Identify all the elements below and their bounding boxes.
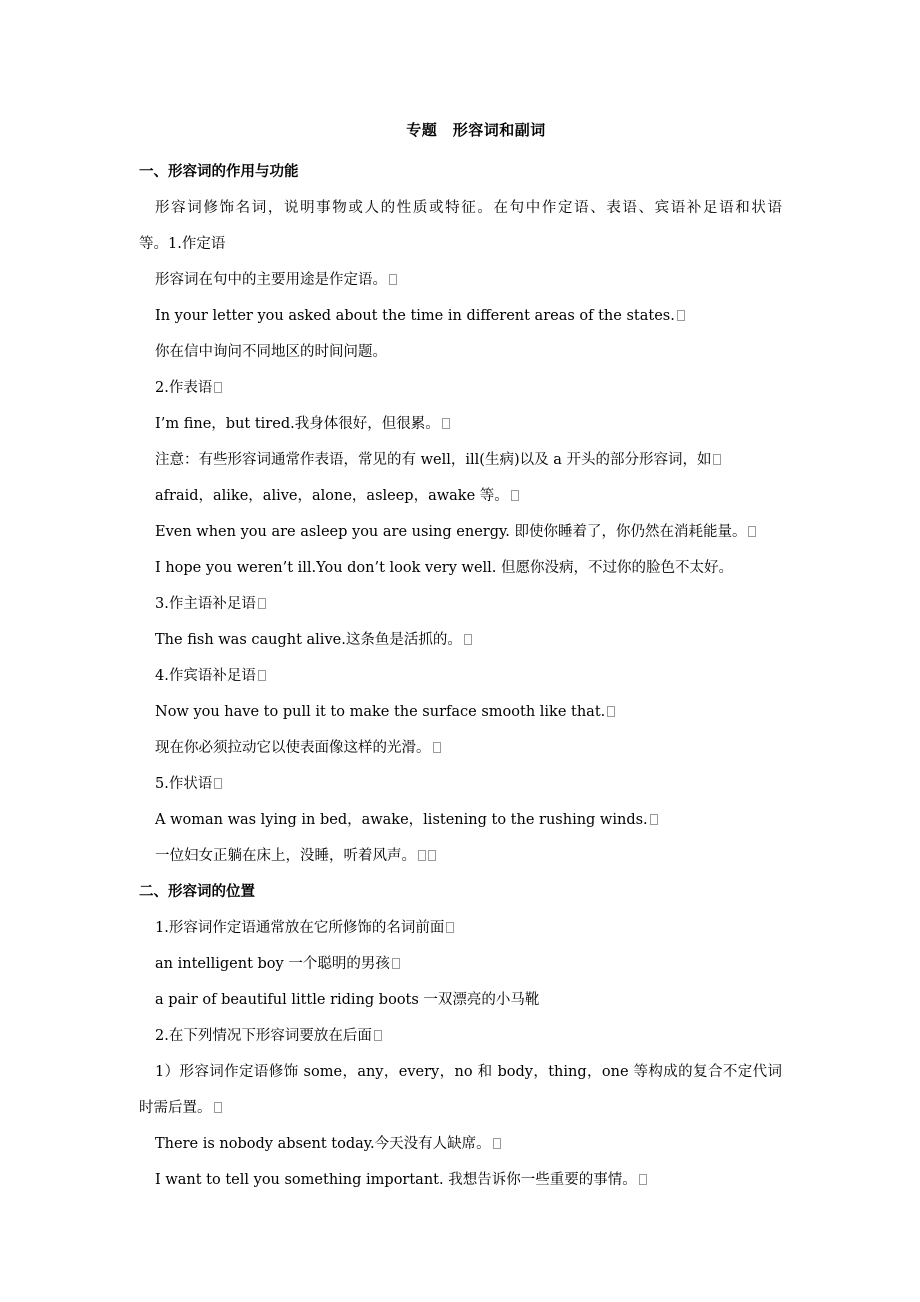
paragraph-line [139, 334, 782, 370]
paragraph-line [139, 1126, 782, 1162]
placeholder-box-icon [493, 1138, 501, 1149]
line-text: 现在你必须拉动它以使表面像这样的光滑。 [155, 740, 431, 756]
paragraph-line [139, 802, 782, 838]
line-text: 形容词修饰名词，说明事物或人的性质或特征。在句中作定语、表语、宾语补足语和状语 [155, 200, 782, 216]
paragraph-line [139, 442, 782, 478]
line-text: 1）形容词作定语修饰 some，any，every，no 和 body，thing，one 等构成的复合不定代词 [155, 1064, 782, 1080]
paragraph-line [139, 514, 782, 550]
line-text: 形容词在句中的主要用途是作定语。 [155, 272, 387, 288]
paragraph-line [139, 262, 782, 298]
line-text: I hope you weren’t ill.You don’t look very well. 但愿你没病，不过你的脸色不太好。 [155, 560, 734, 576]
placeholder-box-icon [428, 850, 436, 861]
line-text: There is nobody absent today.今天没有人缺席。 [155, 1136, 491, 1152]
placeholder-box-icon [433, 742, 441, 753]
section-heading [139, 154, 782, 190]
paragraph-line [139, 550, 782, 586]
paragraph-line [139, 226, 782, 262]
line-text: a pair of beautiful little riding boots 一双漂亮的小马靴 [155, 992, 540, 1008]
paragraph-line [139, 370, 782, 406]
line-text: A woman was lying in bed，awake，listening to the rushing winds. [155, 812, 648, 828]
placeholder-box-icon [374, 1030, 382, 1041]
line-text: The fish was caught alive.这条鱼是活抓的。 [155, 632, 462, 648]
line-text: an intelligent boy 一个聪明的男孩 [155, 956, 390, 972]
paragraph-line [139, 1090, 782, 1126]
placeholder-box-icon [650, 814, 658, 825]
paragraph-line [139, 586, 782, 622]
paragraph-line [139, 190, 782, 226]
placeholder-box-icon [214, 1102, 222, 1113]
paragraph-line [139, 982, 782, 1018]
paragraph-line [139, 658, 782, 694]
placeholder-box-icon [258, 598, 266, 609]
line-text: Now you have to pull it to make the surface smooth like that. [155, 704, 606, 720]
paragraph-line [139, 730, 782, 766]
paragraph-line [139, 838, 782, 874]
line-text: 一、形容词的作用与功能 [139, 163, 299, 180]
paragraph-line [139, 478, 782, 514]
line-text: 1.形容词作定语通常放在它所修饰的名词前面 [155, 920, 445, 936]
placeholder-box-icon [511, 490, 519, 501]
placeholder-box-icon [446, 922, 454, 933]
line-text: I want to tell you something important. 我想告诉你一些重要的事情。 [155, 1172, 637, 1188]
paragraph-line [139, 1018, 782, 1054]
paragraph-line [139, 298, 782, 334]
paragraph-line [139, 910, 782, 946]
placeholder-box-icon [214, 382, 222, 393]
paragraph-line [139, 622, 782, 658]
line-text: 你在信中询问不同地区的时间问题。 [155, 344, 387, 360]
line-text: I’m fine，but tired.我身体很好，但很累。 [155, 416, 440, 432]
placeholder-box-icon [748, 526, 756, 537]
placeholder-box-icon [214, 778, 222, 789]
line-text: 注意：有些形容词通常作表语，常见的有 well，ill(生病)以及 a 开头的部分形容词，如 [155, 452, 712, 468]
line-text: 一位妇女正躺在床上，没睡，听着风声。 [155, 848, 416, 864]
placeholder-box-icon [258, 670, 266, 681]
line-text: 二、形容词的位置 [139, 883, 255, 900]
line-text: 时需后置。 [139, 1100, 212, 1116]
placeholder-box-icon [677, 310, 685, 321]
line-text: 5.作状语 [155, 776, 213, 792]
section-heading [139, 874, 782, 910]
line-text: Even when you are asleep you are using energy. 即使你睡着了，你仍然在消耗能量。 [155, 524, 747, 540]
paragraph-line [139, 946, 782, 982]
paragraph-line [139, 1162, 782, 1198]
placeholder-box-icon [713, 454, 721, 465]
line-text: 4.作宾语补足语 [155, 668, 256, 684]
line-text: 2.在下列情况下形容词要放在后面 [155, 1028, 372, 1044]
line-text: afraid，alike，alive，alone，asleep，awake 等。 [155, 488, 509, 504]
line-text: 2.作表语 [155, 380, 213, 396]
placeholder-box-icon [639, 1174, 647, 1185]
placeholder-box-icon [464, 634, 472, 645]
placeholder-box-icon [389, 274, 397, 285]
placeholder-box-icon [607, 706, 615, 717]
line-text: 等。1.作定语 [139, 236, 226, 252]
paragraph-line [139, 766, 782, 802]
paragraph-line [139, 1054, 782, 1090]
paragraph-line [139, 406, 782, 442]
placeholder-box-icon [442, 418, 450, 429]
line-text: In your letter you asked about the time in different areas of the states. [155, 308, 675, 324]
document-title: 专题 形容词和副词 [406, 121, 546, 139]
document-body [139, 154, 782, 1198]
placeholder-box-icon [392, 958, 400, 969]
paragraph-line [139, 694, 782, 730]
placeholder-box-icon [418, 850, 426, 861]
line-text: 3.作主语补足语 [155, 596, 256, 612]
